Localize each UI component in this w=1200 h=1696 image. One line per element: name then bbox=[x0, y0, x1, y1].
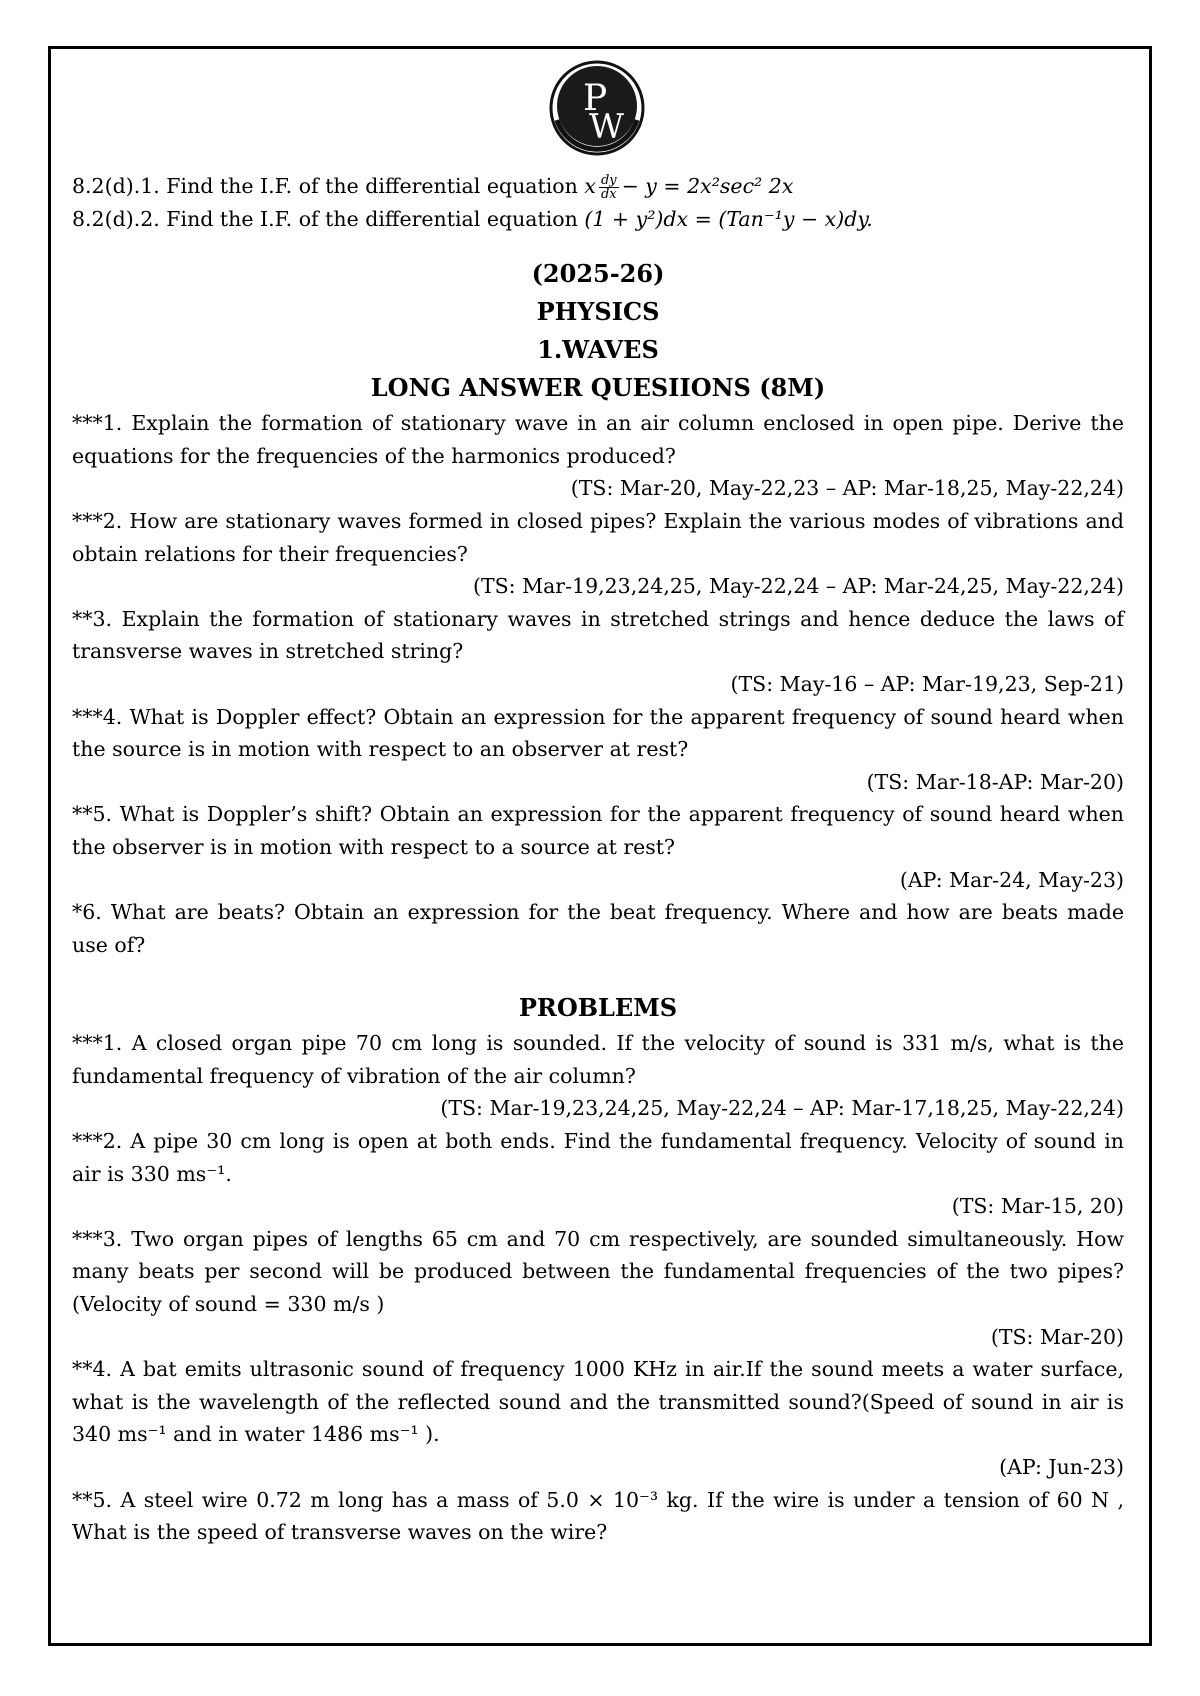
exam-reference: (AP: Jun-23) bbox=[999, 1455, 1124, 1479]
exam-reference: (TS: Mar-20) bbox=[990, 1324, 1124, 1349]
spacer bbox=[72, 961, 1124, 989]
long-answer-question: ***1. Explain the formation of stationary wave in an air column enclosed in open pipe. Derive the equations for the frequencies of the harmonics produced? bbox=[72, 411, 1124, 468]
exam-reference: (TS: Mar-20, May-22,23 – AP: Mar-18,25, May-22,24) bbox=[570, 476, 1124, 501]
section-heading: LONG ANSWER QUESIIONS (8M) bbox=[370, 373, 826, 403]
exam-reference: (TS: Mar-19,23,24,25, May-22,24 – AP: Mar-24,25, May-22,24) bbox=[472, 574, 1124, 599]
long-answer-list bbox=[72, 407, 1124, 961]
math-question-1 bbox=[72, 170, 1124, 203]
math-question-1-equation: − y = 2x²sec² 2x bbox=[621, 174, 794, 198]
long-answer-question: ***4. What is Doppler effect? Obtain an expression for the apparent frequency of sound heard when the source is in motion with respect to an observer at rest? bbox=[72, 704, 1124, 762]
problem-item: ***3. Two organ pipes of lengths 65 cm and 70 cm respectively, are sounded simultaneously. How many beats per second will be produced between the fundamental frequencies of the two pipes? (Velocity of sound = 330 m/s ) bbox=[72, 1226, 1124, 1317]
problem-item: ***1. A closed organ pipe 70 cm long is sounded. If the velocity of sound is 331 m/s, what is the fundamental frequency of vibration of the air column? bbox=[72, 1031, 1124, 1088]
math-question-2-text: 8.2(d).2. Find the I.F. of the differential equation bbox=[72, 206, 585, 231]
logo-letter-w: W bbox=[589, 107, 624, 147]
math-var: x bbox=[584, 174, 596, 198]
problem-item: **5. A steel wire 0.72 m long has a mass of 5.0 × 10⁻³ kg. If the wire is under a tension of 60 N , What is the speed of transverse waves on the wire? bbox=[72, 1487, 1124, 1545]
exam-reference: (AP: Mar-24, May-23) bbox=[899, 867, 1124, 892]
logo-letter-p: P bbox=[583, 78, 608, 119]
long-answer-question: **5. What is Doppler’s shift? Obtain an expression for the apparent frequency of sound heard when the observer is in motion with respect to a source at rest? bbox=[72, 802, 1124, 859]
frac-numerator: dy bbox=[600, 173, 617, 188]
year-heading: (2025-26) bbox=[531, 259, 665, 289]
frac-denominator: dx bbox=[600, 187, 617, 202]
document-body bbox=[72, 170, 1124, 1549]
exam-reference: (TS: May-16 – AP: Mar-19,23, Sep-21) bbox=[730, 671, 1124, 696]
exam-reference: (TS: Mar-19,23,24,25, May-22,24 – AP: Mar-17,18,25, May-22,24) bbox=[440, 1096, 1124, 1121]
math-question-1-text: 8.2(d).1. Find the I.F. of the differential equation bbox=[72, 174, 585, 198]
long-answer-question: **3. Explain the formation of stationary waves in stretched strings and hence deduce the laws of transverse waves in stretched string? bbox=[72, 606, 1124, 664]
problem-item: ***2. A pipe 30 cm long is open at both ends. Find the fundamental frequency. Velocity of sound in air is 330 ms⁻¹. bbox=[72, 1129, 1124, 1186]
long-answer-question: *6. What are beats? Obtain an expression for the beat frequency. Where and how are beats made use of? bbox=[72, 900, 1124, 957]
math-question-2 bbox=[72, 203, 1124, 236]
math-question-2-equation: (1 + y²)dx = (Tan⁻¹y − x)dy. bbox=[584, 206, 873, 231]
chapter-heading: 1.WAVES bbox=[537, 335, 659, 365]
problems-list bbox=[72, 1027, 1124, 1549]
problem-item: **4. A bat emits ultrasonic sound of frequency 1000 KHz in air.If the sound meets a water surface, what is the wavelength of the reflected sound and the transmitted sound?(Speed of sound in air is 340 ms⁻¹ and in water 1486 ms⁻¹ ). bbox=[72, 1357, 1124, 1447]
exam-reference: (TS: Mar-15, 20) bbox=[951, 1194, 1124, 1219]
pw-logo bbox=[547, 58, 647, 158]
derivative-fraction bbox=[599, 174, 619, 201]
subject-heading: PHYSICS bbox=[536, 297, 660, 327]
problems-heading: PROBLEMS bbox=[518, 993, 678, 1023]
exam-reference: (TS: Mar-18-AP: Mar-20) bbox=[866, 769, 1124, 794]
long-answer-question: ***2. How are stationary waves formed in closed pipes? Explain the various modes of vibrations and obtain relations for their frequencies? bbox=[72, 508, 1124, 566]
